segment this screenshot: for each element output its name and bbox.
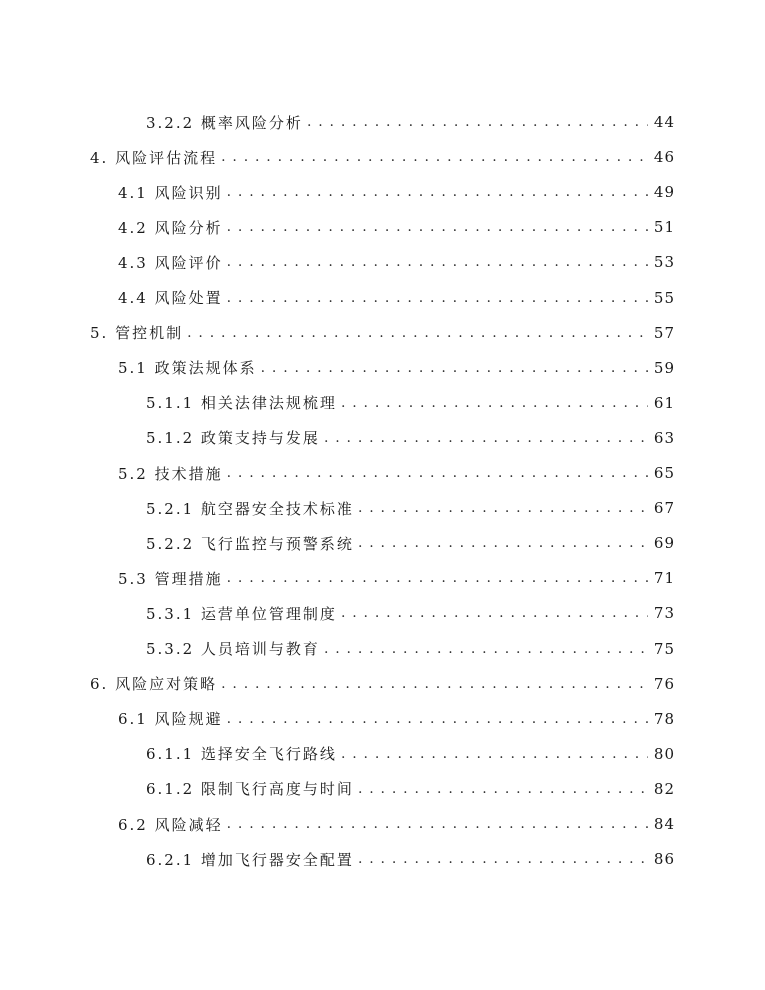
dot-leader	[358, 774, 648, 804]
toc-entry-page: 86	[653, 850, 675, 869]
toc-entry-page: 55	[653, 288, 675, 307]
dot-leader	[324, 423, 648, 453]
dot-leader	[227, 177, 648, 207]
toc-entry-page: 69	[653, 534, 675, 553]
toc-entry-title: 6.2 风险减轻	[118, 815, 223, 834]
toc-entry-title: 6.1.2 限制飞行高度与时间	[146, 780, 354, 799]
toc-entry-page: 59	[653, 358, 675, 377]
dot-leader	[324, 634, 648, 664]
toc-entry-page: 80	[653, 744, 675, 763]
dot-leader	[358, 493, 648, 523]
toc-entry-page: 49	[653, 183, 675, 202]
toc-entry[interactable]	[118, 283, 675, 313]
toc-entry-title: 5. 管控机制	[90, 324, 184, 343]
toc-entry-title: 5.3.1 运营单位管理制度	[146, 604, 337, 623]
toc-entry-page: 76	[653, 674, 675, 693]
toc-entry-title: 6. 风险应对策略	[90, 675, 218, 694]
toc-entry[interactable]	[146, 774, 675, 804]
toc-entry[interactable]	[118, 809, 675, 839]
toc-entry[interactable]	[146, 634, 675, 664]
toc-entry-title: 5.3 管理措施	[118, 569, 223, 588]
toc-entry-title: 5.2 技术措施	[118, 464, 223, 483]
toc-entry[interactable]	[146, 423, 675, 453]
toc-entry[interactable]	[118, 247, 675, 277]
dot-leader	[307, 107, 648, 137]
toc-entry[interactable]	[146, 493, 675, 523]
dot-leader	[341, 739, 648, 769]
dot-leader	[221, 142, 648, 172]
toc-entry[interactable]	[146, 844, 675, 874]
dot-leader	[227, 563, 648, 593]
toc-entry-title: 4.2 风险分析	[118, 218, 223, 237]
toc-entry[interactable]	[118, 353, 675, 383]
toc-entry[interactable]	[146, 388, 675, 418]
toc-entry-page: 78	[653, 709, 675, 728]
toc-entry[interactable]	[118, 177, 675, 207]
toc-entry-page: 44	[653, 113, 675, 131]
toc-entry-title: 4.4 风险处置	[118, 289, 223, 307]
toc-entry-page: 82	[653, 779, 675, 798]
dot-leader	[227, 458, 648, 488]
dot-leader	[358, 844, 648, 874]
dot-leader	[227, 809, 648, 839]
dot-leader	[227, 704, 648, 734]
toc-entry-page: 67	[653, 499, 675, 518]
toc-entry-title: 6.2.1 增加飞行器安全配置	[146, 850, 354, 869]
dot-leader	[221, 669, 648, 699]
toc-entry-page: 71	[653, 569, 675, 588]
toc-entry[interactable]	[90, 318, 675, 348]
toc-entry-title: 3.2.2 概率风险分析	[146, 113, 303, 132]
toc-entry-page: 57	[653, 323, 675, 342]
toc-entry[interactable]	[146, 107, 675, 137]
toc-entry-page: 73	[653, 604, 675, 623]
dot-leader	[341, 598, 648, 628]
dot-leader	[227, 212, 648, 242]
toc-entry-title: 5.1.1 相关法律法规梳理	[146, 394, 337, 413]
toc-entry-title: 6.1.1 选择安全飞行路线	[146, 745, 337, 764]
toc-entry-page: 51	[653, 218, 675, 237]
toc-entry[interactable]	[118, 563, 675, 593]
toc-entry-title: 5.1.2 政策支持与发展	[146, 429, 320, 448]
toc-entry-title: 5.2.2 飞行监控与预警系统	[146, 534, 354, 553]
dot-leader	[227, 283, 648, 313]
dot-leader	[358, 528, 648, 558]
toc-entry-page: 65	[653, 464, 675, 482]
toc-entry-page: 75	[653, 639, 675, 658]
toc-entry-page: 61	[653, 393, 675, 412]
toc-entry[interactable]	[146, 528, 675, 558]
toc-entry-title: 5.3.2 人员培训与教育	[146, 640, 320, 658]
dot-leader	[341, 388, 648, 418]
toc-entry-page: 53	[653, 253, 675, 272]
toc-entry-title: 4.3 风险评价	[118, 253, 223, 272]
toc-entry[interactable]	[118, 212, 675, 242]
toc-entry-title: 4.1 风险识别	[118, 183, 223, 202]
toc-entry[interactable]	[90, 142, 675, 172]
dot-leader	[187, 318, 648, 348]
toc-entry-page: 46	[653, 148, 675, 167]
toc-entry[interactable]	[118, 458, 675, 488]
toc-entry-page: 63	[653, 428, 675, 447]
toc-entry[interactable]	[146, 598, 675, 628]
toc-entry[interactable]	[90, 669, 675, 699]
toc-entry[interactable]	[146, 739, 675, 769]
toc-entry-title: 5.1 政策法规体系	[118, 359, 257, 378]
toc-entry-title: 4. 风险评估流程	[90, 148, 218, 167]
toc-entry-page: 84	[653, 815, 675, 833]
toc-entry-title: 5.2.1 航空器安全技术标准	[146, 499, 354, 518]
toc-entry[interactable]	[118, 704, 675, 734]
dot-leader	[261, 353, 648, 383]
dot-leader	[227, 247, 648, 277]
toc-entry-title: 6.1 风险规避	[118, 710, 223, 729]
